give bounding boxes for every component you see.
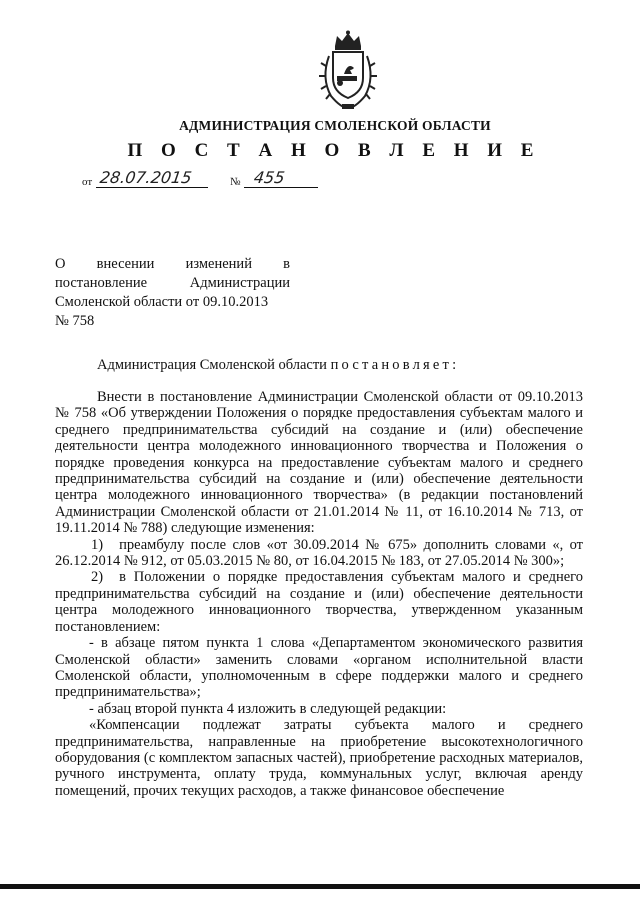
date-prefix: от [82,176,93,188]
subject-line: О внесении изменений в [55,256,290,272]
preamble-text: Администрация Смоленской области [97,357,327,373]
preamble [97,356,459,375]
list-item [55,569,583,635]
item-text: в Положении о порядке предоставления субъектам малого и среднего предпринимательства субсидий на создание и (или) обеспечение деятельности центра молодежного инновационного творчества, утвержденном указанным постановлением: [55,569,583,635]
paragraph-main: Внести в постановление Администрации Смоленской области от 09.10.2013 № 758 «Об утверждении Положения о порядке предоставления субъектам малого и среднего предпринимательства субсидий на создание и (или) обеспечение деятельности центра молодежного инновационного творчества и Положения о порядке проведения конкурса на предоставление субъектам малого и среднего предпринимательства субсидий на создание и (или) обеспечение деятельности центра молодежного инновационного творчества» (в редакции постановлений Администрации Смоленской области от 21.01.2014 № 11, от 16.10.2014 № 713, от 19.11.2014 № 788) следующие изменения: [55,389,583,537]
document-subject [55,255,290,331]
date-value: 28.07.2015 [98,168,193,187]
document-type: П О С Т А Н О В Л Е Н И Е [127,140,541,161]
page-bottom-border [0,884,640,889]
preamble-spaced-word: постановляет: [330,357,460,373]
number-value: 455 [252,168,286,187]
number-prefix: № [230,176,241,188]
list-item [55,537,583,570]
subject-line: Смоленской области от 09.10.2013 [55,294,269,310]
dash-item: - абзац второй пункта 4 изложить в следующей редакции: [89,700,447,717]
date-number-line [82,169,322,191]
subject-line: № 758 [55,313,95,329]
item-number: 2) [91,569,104,586]
item-text: преамбулу после слов «от 30.09.2014 № 675» дополнить словами «, от 26.12.2014 № 912, от 05.03.2015 № 80, от 16.04.2015 № 183, от 27.05.2014 № 300»; [55,536,583,570]
organization-name: АДМИНИСТРАЦИЯ СМОЛЕНСКОЙ ОБЛАСТИ [179,118,491,133]
coat-of-arms-emblem [317,30,379,112]
quoted-paragraph: «Компенсации подлежат затраты субъекта малого и среднего предпринимательства, направленные на приобретение высокотехнологичного оборудования (с комплектом запасных частей), приобретение расходных материалов, ручного инструмента, оплату труда, коммунальных услуг, включая аренду помещений, прочих текущих расходов, а также финансовое обеспечение [55,717,583,799]
dash-item: - в абзаце пятом пункта 1 слова «Департаментом экономического развития Смоленской области» заменить словами «органом исполнительной власти Смоленской области, уполномоченным в сфере поддержки малого и среднего предпринимательства»; [55,635,583,701]
subject-line: постановление Администрации [55,275,290,291]
document-body [55,389,583,799]
item-number: 1) [91,536,104,553]
